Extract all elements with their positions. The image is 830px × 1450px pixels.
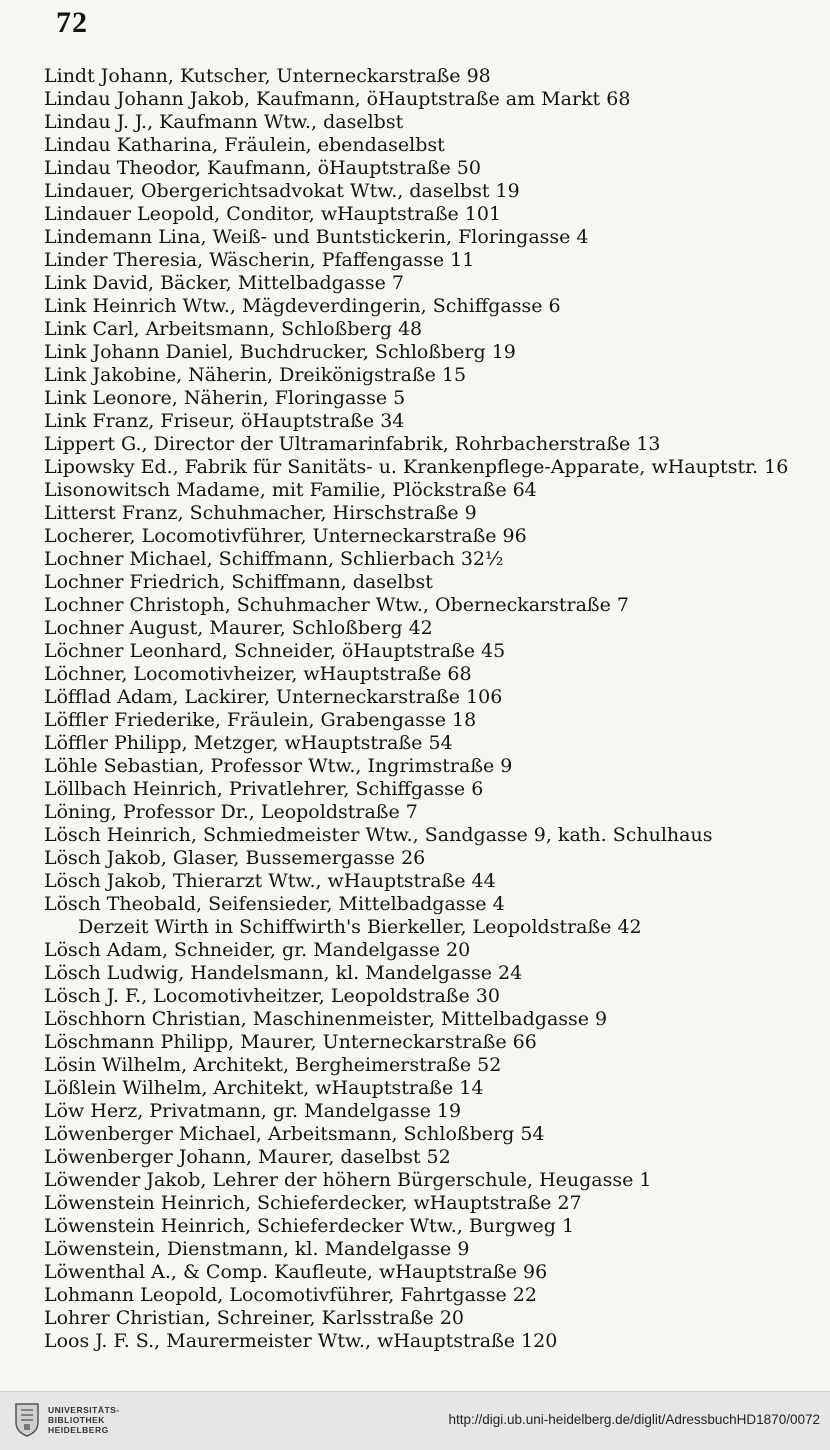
directory-entry: Link David, Bäcker, Mittelbadgasse 7 bbox=[44, 272, 404, 294]
directory-entry: Lösch Jakob, Glaser, Bussemergasse 26 bbox=[44, 847, 426, 869]
source-url-link[interactable]: http://digi.ub.uni-heidelberg.de/diglit/AdressbuchHD1870/0072 bbox=[448, 1412, 820, 1427]
directory-entry: Lochner Christoph, Schuhmacher Wtw., Oberneckarstraße 7 bbox=[44, 594, 629, 616]
directory-entry: Link Jakobine, Näherin, Dreikönigstraße 15 bbox=[44, 364, 467, 386]
directory-entry: Löw Herz, Privatmann, gr. Mandelgasse 19 bbox=[44, 1100, 462, 1122]
directory-entry: Lohrer Christian, Schreiner, Karlsstraße 20 bbox=[44, 1307, 465, 1329]
directory-entry: Loos J. F. S., Maurermeister Wtw., wHauptstraße 120 bbox=[44, 1330, 558, 1352]
directory-entry: Linder Theresia, Wäscherin, Pfaffengasse 11 bbox=[44, 249, 475, 271]
directory-entry: Lösch Ludwig, Handelsmann, kl. Mandelgasse 24 bbox=[44, 962, 523, 984]
library-name-line: HEIDELBERG bbox=[48, 1425, 109, 1435]
directory-entry: Lösch Theobald, Seifensieder, Mittelbadgasse 4 bbox=[44, 893, 505, 915]
directory-entry: Löfflad Adam, Lackirer, Unterneckarstraße 106 bbox=[44, 686, 503, 708]
directory-entry: Lösch J. F., Locomotivheitzer, Leopoldstraße 30 bbox=[44, 985, 500, 1007]
directory-entry: Löning, Professor Dr., Leopoldstraße 7 bbox=[44, 801, 418, 823]
library-footer bbox=[0, 1391, 830, 1450]
directory-entry: Löwenthal A., & Comp. Kaufleute, wHauptstraße 96 bbox=[44, 1261, 548, 1283]
page-number: 72 bbox=[56, 6, 88, 39]
directory-entry: Lochner Friedrich, Schiffmann, daselbst bbox=[44, 571, 433, 593]
directory-entry: Löffler Friederike, Fräulein, Grabengasse 18 bbox=[44, 709, 477, 731]
directory-entry: Lindauer Leopold, Conditor, wHauptstraße 101 bbox=[44, 203, 502, 225]
directory-entry: Löwenberger Johann, Maurer, daselbst 52 bbox=[44, 1146, 451, 1168]
directory-entry: Link Johann Daniel, Buchdrucker, Schloßberg 19 bbox=[44, 341, 516, 363]
directory-entry: Löschmann Philipp, Maurer, Unterneckarstraße 66 bbox=[44, 1031, 537, 1053]
directory-entry: Löwender Jakob, Lehrer der höhern Bürgerschule, Heugasse 1 bbox=[44, 1169, 652, 1191]
directory-entry: Lippert G., Director der Ultramarinfabrik, Rohrbacherstraße 13 bbox=[44, 433, 661, 455]
library-name-line: BIBLIOTHEK bbox=[48, 1415, 105, 1425]
directory-entry: Löffler Philipp, Metzger, wHauptstraße 54 bbox=[44, 732, 453, 754]
directory-entry: Löwenstein Heinrich, Schieferdecker, wHauptstraße 27 bbox=[44, 1192, 582, 1214]
directory-entry: Lindemann Lina, Weiß- und Buntstickerin, Floringasse 4 bbox=[44, 226, 589, 248]
directory-entry: Lochner Michael, Schiffmann, Schlierbach 32½ bbox=[44, 548, 504, 570]
directory-entry: Lösch Heinrich, Schmiedmeister Wtw., Sandgasse 9, kath. Schulhaus bbox=[44, 824, 713, 846]
directory-entry: Lochner August, Maurer, Schloßberg 42 bbox=[44, 617, 433, 639]
directory-entry: Litterst Franz, Schuhmacher, Hirschstraße 9 bbox=[44, 502, 477, 524]
directory-entry: Löschhorn Christian, Maschinenmeister, Mittelbadgasse 9 bbox=[44, 1008, 608, 1030]
directory-entry: Lipowsky Ed., Fabrik für Sanitäts- u. Krankenpflege-Apparate, wHauptstr. 16 bbox=[44, 456, 789, 478]
directory-entry: Löhle Sebastian, Professor Wtw., Ingrimstraße 9 bbox=[44, 755, 513, 777]
directory-entry: Link Heinrich Wtw., Mägdeverdingerin, Schiffgasse 6 bbox=[44, 295, 561, 317]
directory-entry: Lindau J. J., Kaufmann Wtw., daselbst bbox=[44, 111, 404, 133]
directory-entry: Lösin Wilhelm, Architekt, Bergheimerstraße 52 bbox=[44, 1054, 502, 1076]
directory-entry: Link Franz, Friseur, öHauptstraße 34 bbox=[44, 410, 405, 432]
directory-entry: Lösch Adam, Schneider, gr. Mandelgasse 20 bbox=[44, 939, 471, 961]
directory-entry: Lindau Theodor, Kaufmann, öHauptstraße 50 bbox=[44, 157, 481, 179]
directory-entry: Lößlein Wilhelm, Architekt, wHauptstraße 14 bbox=[44, 1077, 484, 1099]
directory-entry: Löchner Leonhard, Schneider, öHauptstraße 45 bbox=[44, 640, 506, 662]
directory-entries bbox=[44, 65, 824, 1353]
directory-entry: Löllbach Heinrich, Privatlehrer, Schiffgasse 6 bbox=[44, 778, 484, 800]
directory-entry: Link Leonore, Näherin, Floringasse 5 bbox=[44, 387, 406, 409]
directory-entry: Locherer, Locomotivführer, Unterneckarstraße 96 bbox=[44, 525, 527, 547]
directory-entry: Löchner, Locomotivheizer, wHauptstraße 68 bbox=[44, 663, 472, 685]
directory-entry: Löwenberger Michael, Arbeitsmann, Schloßberg 54 bbox=[44, 1123, 545, 1145]
directory-entry: Link Carl, Arbeitsmann, Schloßberg 48 bbox=[44, 318, 423, 340]
directory-entry: Lindauer, Obergerichtsadvokat Wtw., daselbst 19 bbox=[44, 180, 520, 202]
directory-entry: Lindau Johann Jakob, Kaufmann, öHauptstraße am Markt 68 bbox=[44, 88, 631, 110]
library-name-line: UNIVERSITÄTS- bbox=[48, 1405, 120, 1415]
directory-entry: Lohmann Leopold, Locomotivführer, Fahrtgasse 22 bbox=[44, 1284, 537, 1306]
university-library-logo-icon bbox=[12, 1402, 42, 1438]
directory-entry-continuation: Derzeit Wirth in Schiffwirth's Bierkeller, Leopoldstraße 42 bbox=[78, 916, 642, 938]
library-name bbox=[48, 1405, 120, 1435]
directory-entry: Lösch Jakob, Thierarzt Wtw., wHauptstraße 44 bbox=[44, 870, 496, 892]
directory-entry: Löwenstein Heinrich, Schieferdecker Wtw., Burgweg 1 bbox=[44, 1215, 575, 1237]
directory-entry: Löwenstein, Dienstmann, kl. Mandelgasse 9 bbox=[44, 1238, 470, 1260]
directory-entry: Lisonowitsch Madame, mit Familie, Plöckstraße 64 bbox=[44, 479, 537, 501]
directory-entry: Lindt Johann, Kutscher, Unterneckarstraße 98 bbox=[44, 65, 491, 87]
directory-entry: Lindau Katharina, Fräulein, ebendaselbst bbox=[44, 134, 445, 156]
